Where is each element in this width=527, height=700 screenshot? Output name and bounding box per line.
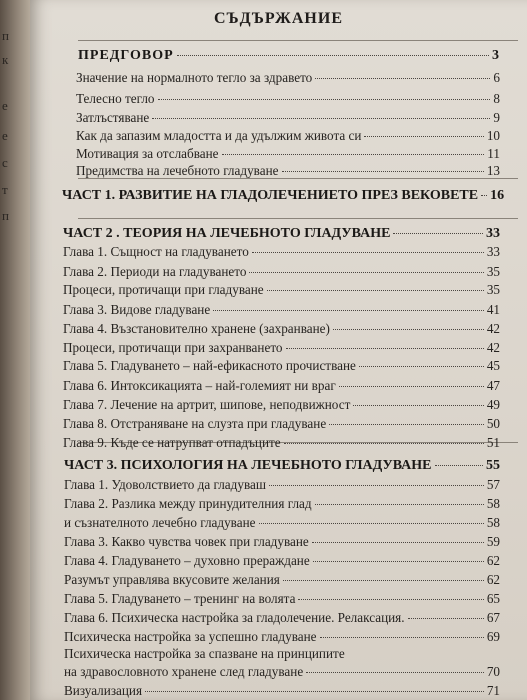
toc-entry-title: Как да запазим младостта и да удължим живота си: [76, 128, 362, 143]
spine-letter: т: [2, 182, 8, 197]
toc-page-number: 62: [486, 553, 500, 568]
toc-dot-leader: [158, 99, 491, 100]
toc-page-number: 41: [486, 302, 500, 317]
toc-dot-leader: [359, 366, 484, 367]
toc-page-number: 69: [486, 629, 500, 644]
toc-entry: [64, 534, 500, 550]
toc-page-number: 13: [486, 163, 500, 178]
toc-entry-title: Предимства на лечебното гладуване: [76, 163, 279, 178]
toc-entry-title: Глава 3. Видове гладуване: [63, 302, 211, 317]
book-page: [30, 0, 527, 700]
toc-entry: [64, 646, 500, 662]
toc-entry: [63, 435, 500, 451]
toc-entry-title: ЧАСТ 3. ПСИХОЛОГИЯ НА ЛЕЧЕБНОТО ГЛАДУВАНЕ: [64, 458, 432, 473]
toc-entry: [64, 515, 500, 531]
toc-page-number: 58: [486, 515, 500, 530]
toc-entry: [63, 264, 500, 280]
toc-entry-title: Мотивация за отслабване: [76, 146, 219, 161]
toc-entry-title: Разумът управлява вкусовите желания: [64, 572, 280, 587]
book-spine: [0, 0, 30, 700]
toc-dot-leader: [315, 78, 490, 79]
toc-part-heading: [64, 458, 500, 474]
toc-entry-title: Глава 6. Интоксикацията – най-големият ни враг: [63, 378, 336, 393]
toc-dot-leader: [339, 386, 484, 387]
toc-dot-leader: [315, 504, 484, 505]
toc-entry-title: Глава 5. Гладуването – най-ефикасното прочистване: [63, 358, 356, 373]
toc-page-number: 9: [493, 110, 500, 125]
toc-entry: [63, 397, 500, 413]
toc-entry-title: Глава 6. Психическа настройка за гладолечение. Релаксация.: [64, 610, 405, 625]
toc-page-number: 67: [486, 610, 500, 625]
toc-dot-leader: [152, 118, 490, 119]
toc-page-number: 35: [486, 264, 500, 279]
toc-page-number: 59: [486, 534, 500, 549]
toc-entry-title: Глава 8. Отстраняване на слузта при гладуване: [63, 416, 327, 431]
toc-entry-title: на здравословното хранене след гладуване: [64, 664, 304, 679]
toc-page-number: 71: [486, 683, 500, 698]
toc-dot-leader: [145, 691, 484, 692]
toc-entry: [63, 340, 500, 356]
toc-entry-title: Глава 1. Удоволствието да гладуваш: [64, 477, 267, 492]
toc-entry-title: Глава 7. Лечение на артрит, шипове, неподвижност: [63, 397, 351, 412]
toc-entry: [64, 477, 500, 493]
toc-dot-leader: [333, 329, 484, 330]
toc-dot-leader: [286, 348, 484, 349]
toc-entry-title: Значение на нормалното тегло за здравето: [76, 70, 313, 85]
toc-entry-title: Глава 5. Гладуването – тренинг на волята: [64, 591, 296, 606]
toc-page-number: 57: [486, 477, 500, 492]
toc-dot-leader: [435, 465, 483, 466]
spine-letter: е: [2, 128, 8, 143]
toc-entry: [64, 610, 500, 626]
toc-entry: [64, 553, 500, 569]
toc-dot-leader: [269, 485, 484, 486]
toc-entry-title: Глава 1. Същност на гладуването: [63, 244, 249, 259]
toc-page-number: 11: [487, 146, 500, 161]
toc-entry-title: Психическа настройка за успешно гладуване: [64, 629, 317, 644]
toc-page-number: 3: [492, 48, 500, 63]
toc-page-number: 10: [486, 128, 500, 143]
toc-page-number: 49: [486, 397, 500, 412]
toc-entry: [64, 572, 500, 588]
spine-letter: п: [2, 208, 9, 223]
toc-page-number: 58: [486, 496, 500, 511]
toc-part-heading: [62, 188, 505, 204]
toc-entry: [76, 70, 500, 86]
toc-dot-leader: [298, 599, 483, 600]
spine-letter: п: [2, 28, 9, 43]
spine-letter: е: [2, 98, 8, 113]
toc-page-number: 65: [486, 591, 500, 606]
toc-dot-leader: [252, 252, 484, 253]
toc-entry: [78, 48, 500, 64]
toc-entry: [63, 358, 500, 374]
toc-entry-title: и съзнателното лечебно гладуване: [64, 515, 256, 530]
toc-dot-leader: [353, 405, 483, 406]
toc-entry: [64, 683, 500, 699]
toc-dot-leader: [213, 310, 484, 311]
toc-page-number: 70: [486, 664, 500, 679]
toc-entry-title: Телесно тегло: [76, 91, 155, 106]
toc-entry: [64, 664, 500, 680]
toc-dot-leader: [364, 136, 483, 137]
toc-entry: [63, 416, 500, 432]
toc-dot-leader: [408, 618, 484, 619]
toc-entry: [63, 282, 500, 298]
toc-entry: [63, 321, 500, 337]
toc-entry-title: Процеси, протичащи при гладуване: [63, 282, 264, 297]
toc-page-number: 50: [486, 416, 500, 431]
toc-page-number: 45: [486, 358, 500, 373]
toc-page-number: 33: [486, 244, 500, 259]
toc-dot-leader: [312, 542, 484, 543]
toc-dot-leader: [267, 290, 484, 291]
toc-entry-title: Визуализация: [64, 683, 143, 698]
toc-page-number: 35: [486, 282, 500, 297]
toc-part-heading: [63, 226, 500, 242]
toc-page-number: 55: [486, 458, 500, 473]
toc-page-number: 33: [486, 226, 500, 241]
toc-entry-title: Затлъстяване: [76, 110, 150, 125]
toc-entry: [64, 591, 500, 607]
toc-entry-title: Глава 4. Гладуването – духовно прераждане: [64, 553, 310, 568]
toc-page-number: 42: [486, 340, 500, 355]
toc-dot-leader: [284, 443, 484, 444]
toc-dot-leader: [393, 233, 483, 234]
toc-entry-title: ЧАСТ 2 . ТЕОРИЯ НА ЛЕЧЕБНОТО ГЛАДУВАНЕ: [63, 226, 391, 241]
toc-page-number: 47: [486, 378, 500, 393]
toc-page-number: 6: [493, 70, 500, 85]
toc-dot-leader: [222, 154, 485, 155]
toc-dot-leader: [259, 523, 484, 524]
toc-dot-leader: [177, 55, 489, 56]
toc-page-number: 51: [486, 435, 500, 450]
toc-entry-title: Процеси, протичащи при захранването: [63, 340, 283, 355]
toc-page-number: 42: [486, 321, 500, 336]
toc-page-number: 8: [493, 91, 500, 106]
spine-letter: к: [2, 52, 9, 67]
toc-entry-title: ПРЕДГОВОР: [78, 48, 174, 63]
toc-dot-leader: [249, 272, 483, 273]
toc-page-number: 62: [486, 572, 500, 587]
toc-entry: [76, 110, 500, 126]
toc-entry: [76, 163, 500, 179]
toc-entry: [76, 128, 500, 144]
toc-entry-title: Психическа настройка за спазване на принципите: [64, 646, 345, 661]
toc-entry-title: ЧАСТ 1. РАЗВИТИЕ НА ГЛАДОЛЕЧЕНИЕТО ПРЕЗ ВЕКОВЕТЕ: [62, 188, 479, 203]
toc-page-number: 16: [490, 188, 505, 203]
toc-dot-leader: [481, 195, 487, 196]
toc-dot-leader: [329, 424, 484, 425]
toc-entry-title: Глава 4. Възстановително хранене (захранване): [63, 321, 330, 336]
toc-entry-title: Глава 2. Периоди на гладуването: [63, 264, 247, 279]
toc-entry-title: Глава 2. Разлика между принудителния глад: [64, 496, 312, 511]
toc-entry: [76, 91, 500, 107]
toc-dot-leader: [320, 637, 484, 638]
spine-letter: с: [2, 155, 8, 170]
toc-entry: [63, 378, 500, 394]
toc-dot-leader: [306, 672, 484, 673]
toc-entry: [64, 496, 500, 512]
section-divider: [78, 218, 518, 219]
toc-entry: [76, 146, 500, 162]
toc-entry-title: Глава 3. Какво чувства човек при гладуване: [64, 534, 309, 549]
section-divider: [78, 40, 518, 41]
toc-dot-leader: [282, 171, 484, 172]
toc-entry: [63, 302, 500, 318]
toc-dot-leader: [313, 561, 484, 562]
toc-dot-leader: [283, 580, 484, 581]
toc-entry-title: Глава 9. Къде се натрупват отпадъците: [63, 435, 281, 450]
toc-entry: [63, 244, 500, 260]
page-title: СЪДЪРЖАНИЕ: [214, 10, 343, 27]
toc-entry: [64, 629, 500, 645]
